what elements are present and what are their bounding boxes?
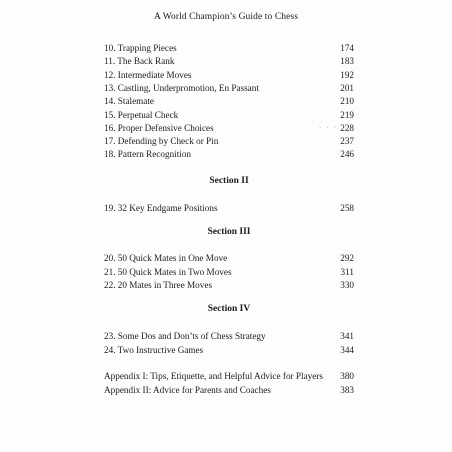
section-heading: Section IV — [207, 304, 251, 314]
toc-entry — [104, 95, 354, 108]
toc-entry — [104, 42, 354, 55]
toc-entry — [104, 266, 354, 279]
toc-entry-page: 237 — [340, 136, 354, 147]
toc-entry-page: 201 — [340, 82, 354, 93]
toc-entry-page: 183 — [340, 56, 354, 67]
toc-entry-page: 246 — [340, 149, 354, 160]
toc-entry-page: 380 — [340, 371, 354, 381]
toc-entry-title: 22. 20 Mates in Three Moves — [104, 280, 213, 290]
toc-entry-page: 330 — [340, 280, 354, 290]
toc-entry-title: 13. Castling, Underpromotion, En Passant — [104, 82, 259, 93]
toc-entry — [104, 82, 354, 95]
toc-entry-title: 20. 50 Quick Mates in One Move — [104, 253, 228, 263]
toc-entry — [104, 202, 354, 215]
toc-entry — [104, 330, 354, 343]
toc-entry-title: 12. Intermediate Moves — [104, 69, 192, 80]
toc-entry-page: 344 — [340, 344, 354, 355]
toc-entry-title: Appendix II: Advice for Parents and Coaches — [104, 384, 271, 395]
toc-entry-title: 21. 50 Quick Mates in Two Moves — [104, 266, 232, 277]
toc-entry-title: 18. Pattern Recognition — [104, 149, 192, 160]
toc-entry-title: 11. The Back Rank — [104, 56, 175, 67]
toc-entry-appendix — [104, 370, 354, 383]
section-heading: Section II — [209, 176, 249, 186]
toc-entry-page: 228 — [340, 122, 354, 133]
toc-entry-page: 210 — [340, 96, 354, 107]
toc-entry-appendix — [104, 384, 354, 397]
running-head: A World Champion’s Guide to Chess — [153, 12, 299, 22]
print-specks: · · · — [319, 125, 338, 131]
toc-entry — [104, 55, 354, 68]
toc-entry-page: 311 — [340, 266, 354, 277]
toc-entry — [104, 252, 354, 265]
toc-entry-page: 383 — [340, 384, 354, 395]
toc-entry — [104, 69, 354, 82]
toc-entry-title: 10. Trapping Pieces — [104, 43, 177, 53]
toc-entry-title: 19. 32 Key Endgame Positions — [104, 203, 218, 213]
toc-entry — [104, 148, 354, 161]
toc-entry-title: 14. Stalemate — [104, 96, 155, 107]
toc-entry — [104, 279, 354, 292]
toc-entry-page: 219 — [340, 109, 354, 120]
toc-entry — [104, 344, 354, 357]
toc-entry-page: 292 — [340, 253, 354, 263]
toc-entry-page: 341 — [340, 331, 354, 341]
toc-entry-title: 23. Some Dos and Don’ts of Chess Strategy — [104, 331, 266, 341]
toc-entry-title: 17. Defending by Check or Pin — [104, 136, 219, 147]
toc-entry — [104, 135, 354, 148]
toc-entry — [104, 122, 354, 135]
toc-entry-page: 174 — [340, 43, 354, 53]
toc-entry-title: 24. Two Instructive Games — [104, 344, 204, 355]
section-heading: Section III — [207, 227, 251, 237]
toc-entry — [104, 109, 354, 122]
toc-entry-page: 258 — [340, 203, 354, 213]
toc-entry-title: Appendix I: Tips, Etiquette, and Helpful Advice for Players — [104, 371, 323, 381]
toc-entry-page: 192 — [340, 69, 354, 80]
toc-entry-title: 15. Perpetual Check — [104, 109, 179, 120]
toc-entry-title: 16. Proper Defensive Choices — [104, 122, 214, 133]
